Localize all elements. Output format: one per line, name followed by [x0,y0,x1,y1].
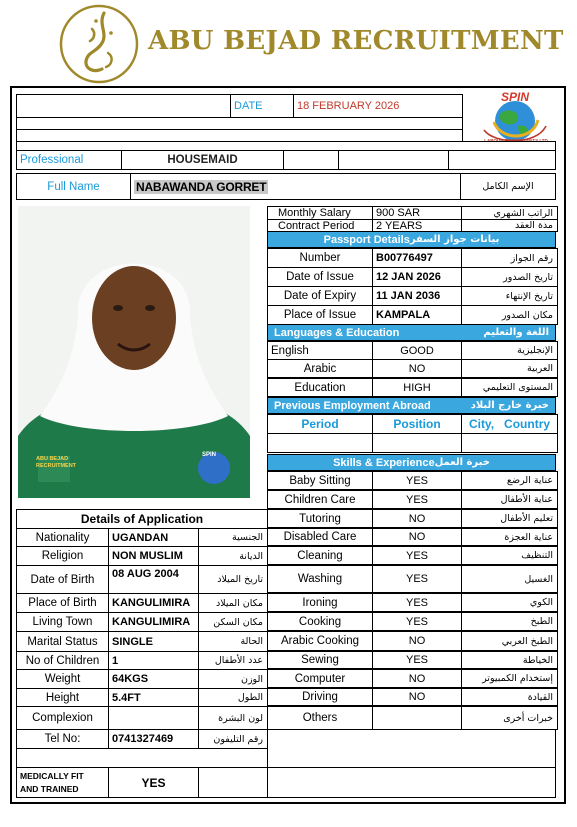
skill-row-value: NO [372,669,462,688]
application-row-value: SINGLE [108,631,199,652]
application-row-ar: عدد الأطفال [198,651,268,670]
skills-title-ar: خبرة العمل [434,457,490,468]
employment-title: Previous Employment Abroad [274,399,431,412]
abu-bejad-logo-icon [58,3,140,85]
passport-row-ar: تاريخ الإنتهاء [461,286,558,306]
languages-title: Languages & Education [274,326,400,339]
passport-row-value: 12 JAN 2026 [372,267,462,287]
employment-header [267,397,556,414]
blank-cell [267,767,556,798]
employment-col-location: City, Country [461,414,558,434]
spin-logo-name: SPIN [500,90,529,104]
application-row-ar: مكان الميلاد [198,593,268,613]
application-row-ar: الوزن [198,669,268,689]
application-row-value: 08 AUG 2004 [108,565,199,594]
spin-logo [470,92,560,148]
languages-header [267,324,556,341]
passport-row-ar: رقم الجواز [461,248,558,268]
salary-ar: الراتب الشهري [461,206,558,219]
skill-row-ar: إستخدام الكمبيوتر [461,669,558,688]
application-row-label: Living Town [16,612,109,632]
full-name-label: Full Name [16,173,131,200]
passport-row-label: Place of Issue [267,305,373,325]
application-row-ar: الطول [198,688,268,707]
skill-row-ar: عناية العجزة [461,528,558,546]
passport-row-label: Date of Expiry [267,286,373,306]
skill-row-label: Arabic Cooking [267,631,373,651]
application-row-label: Nationality [16,528,109,547]
photo-badge-spin: SPIN [202,452,217,458]
passport-row-value: 11 JAN 2036 [372,286,462,306]
passport-title-ar: بيانات جواز السفر [409,234,500,245]
language-row-label: English [267,341,373,360]
employment-blank [267,433,373,453]
blank-cell [16,94,231,118]
language-row-value: NO [372,359,462,378]
language-row-ar: المستوى التعليمي [461,378,558,397]
skill-row-label: Ironing [267,593,373,612]
application-row-ar: لون البشرة [198,706,268,730]
language-row-value: HIGH [372,378,462,397]
skill-row-value [372,706,462,730]
skill-row-ar: التنظيف [461,546,558,565]
skill-row-label: Baby Sitting [267,471,373,490]
skill-row-value: NO [372,631,462,651]
skill-row-label: Children Care [267,490,373,509]
application-row-ar: تاريخ الميلاد [198,565,268,594]
languages-title-ar: اللغة والتعليم [483,327,549,338]
application-row-value: 64KGS [108,669,199,689]
passport-row-value: B00776497 [372,248,462,268]
language-row-label: Arabic [267,359,373,378]
skill-row-value: NO [372,688,462,706]
application-row-value [108,706,199,730]
employment-blank [372,433,462,453]
application-row-ar: مكان السكن [198,612,268,632]
application-row-value: 1 [108,651,199,670]
passport-title: Passport Details [323,233,410,246]
skill-row-ar: عناية الرضع [461,471,558,490]
photo-badge [36,456,76,470]
application-row-value: KANGULIMIRA [108,612,199,632]
passport-header [267,231,556,248]
full-name-value: NABAWANDA GORRET [136,179,267,194]
application-row-ar: رقم التليفون [198,729,268,749]
skill-row-ar: القيادة [461,688,558,706]
skill-row-ar: الخياطة [461,651,558,669]
skill-row-value: NO [372,528,462,546]
medical-label-line1: MEDICALLY FIT [20,770,84,781]
header [0,0,577,86]
application-row-label: Tel No: [16,729,109,749]
full-name-cell [130,173,461,200]
professional-value: HOUSEMAID [121,150,284,170]
photo-badge-line2: RECRUITMENT [36,463,77,469]
employment-blank [461,433,558,453]
skill-row-ar: عناية الأطفال [461,490,558,509]
medical-label [16,767,109,798]
application-row-label: Religion [16,546,109,566]
medical-label-line2: AND TRAINED [20,783,79,794]
blank-cell [16,748,268,768]
skill-row-label: Cooking [267,612,373,631]
skill-row-ar: تعليم الأطفال [461,509,558,528]
application-row-value: NON MUSLIM [108,546,199,566]
full-name-ar: الإسم الكامل [460,173,556,200]
skill-row-value: YES [372,612,462,631]
date-label: DATE [230,94,294,118]
skill-row-label: Disabled Care [267,528,373,546]
employment-title-ar: خبرة خارج البلاد [470,400,549,411]
skill-row-value: YES [372,593,462,612]
language-row-ar: العربية [461,359,558,378]
skill-row-label: Tutoring [267,509,373,528]
skill-row-label: Computer [267,669,373,688]
application-row-label: Marital Status [16,631,109,652]
passport-row-value: KAMPALA [372,305,462,325]
skill-row-ar: الكوي [461,593,558,612]
skill-row-ar: خبرات أخرى [461,706,558,730]
skill-row-ar: الطبخ العربي [461,631,558,651]
blank-cell [448,150,556,170]
passport-row-label: Number [267,248,373,268]
blank-cell [338,150,449,170]
application-row-value: 5.4FT [108,688,199,707]
candidate-photo [18,206,250,498]
skill-row-value: YES [372,651,462,669]
professional-label: Professional [16,150,122,170]
contract-label: Contract Period [267,219,373,232]
skill-row-label: Others [267,706,373,730]
employment-col-position: Position [372,414,462,434]
language-row-label: Education [267,378,373,397]
skills-title: Skills & Experience [333,456,435,469]
passport-row-ar: تاريخ الصدور [461,267,558,287]
application-row-label: Complexion [16,706,109,730]
salary-value: 900 SAR [372,206,462,219]
skill-row-label: Driving [267,688,373,706]
spin-logo-sub: LABOUR CONSULTANTS LTD [484,138,548,143]
language-row-ar: الإنجليزية [461,341,558,360]
brand-name: ABU BEJAD RECRUITMENT [148,26,564,56]
skill-row-value: YES [372,490,462,509]
passport-row-label: Date of Issue [267,267,373,287]
skill-row-value: YES [372,471,462,490]
application-row-label: Weight [16,669,109,689]
skill-row-value: NO [372,509,462,528]
application-row-ar: الحالة [198,631,268,652]
contract-ar: مدة العقد [461,219,558,232]
blank-cell [198,767,268,798]
application-title: Details of Application [16,509,268,529]
skill-row-ar: الغسيل [461,565,558,593]
application-row-ar: الديانة [198,546,268,566]
application-row-value: 0741327469 [108,729,199,749]
employment-col-period: Period [267,414,373,434]
application-row-label: Place of Birth [16,593,109,613]
salary-label: Monthly Salary [267,206,373,219]
passport-row-ar: مكان الصدور [461,305,558,325]
language-row-value: GOOD [372,341,462,360]
application-row-label: Date of Birth [16,565,109,594]
photo-badge-line1: ABU BEJAD [36,456,69,462]
medical-value: YES [108,767,199,798]
skill-row-label: Sewing [267,651,373,669]
skill-row-ar: الطبخ [461,612,558,631]
application-row-label: No of Children [16,651,109,670]
date-value: 18 FEBRUARY 2026 [293,94,463,118]
application-row-ar: الجنسية [198,528,268,547]
application-row-label: Height [16,688,109,707]
blank-cell [283,150,339,170]
skill-row-value: YES [372,565,462,593]
skill-row-label: Cleaning [267,546,373,565]
skill-row-value: YES [372,546,462,565]
application-row-value: UGANDAN [108,528,199,547]
skills-header [267,454,556,471]
blank-cell [267,729,556,768]
application-row-value: KANGULIMIRA [108,593,199,613]
skill-row-label: Washing [267,565,373,593]
contract-value: 2 YEARS [372,219,462,232]
